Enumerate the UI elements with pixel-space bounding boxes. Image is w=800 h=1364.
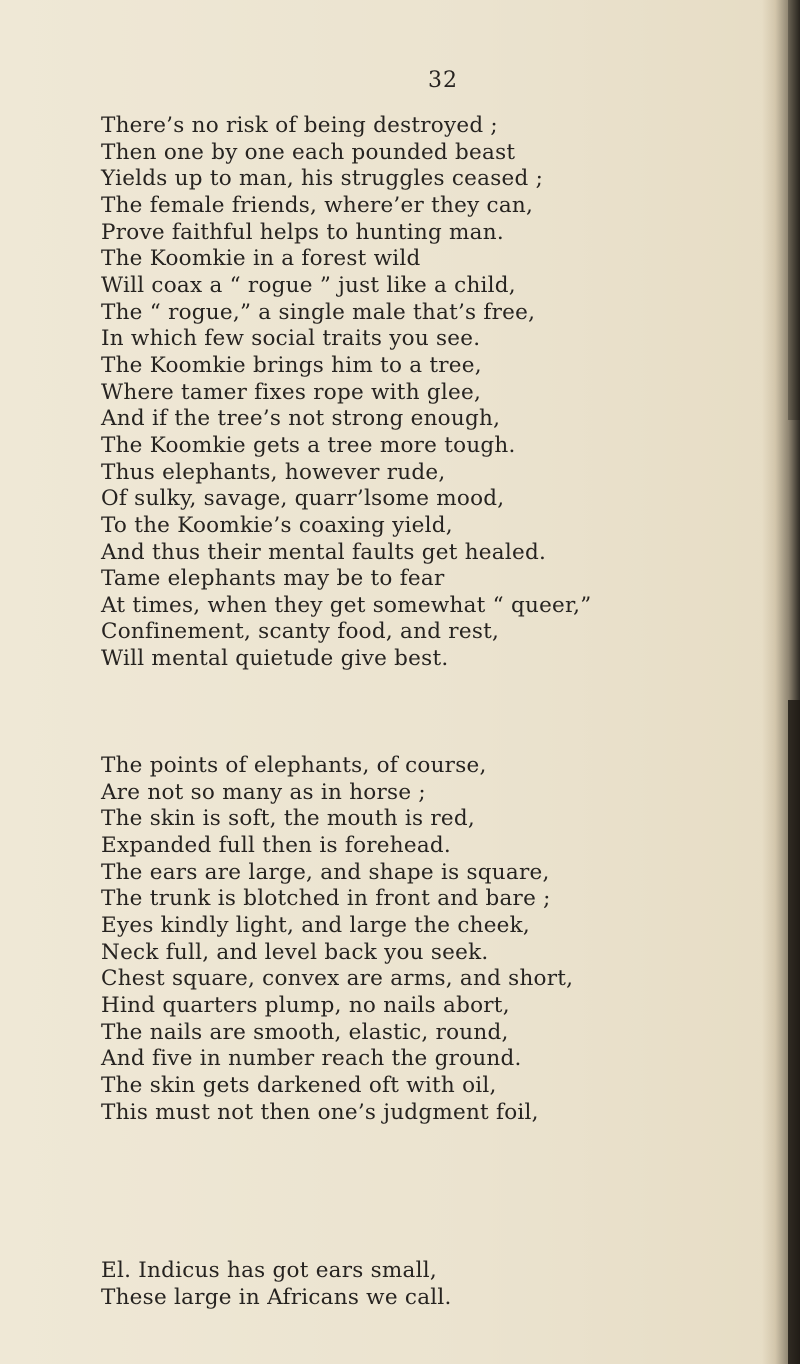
page-edge-dark-upper — [788, 0, 800, 420]
verse-line: The points of elephants, of course, — [101, 753, 487, 778]
verse-line: Hind quarters plump, no nails abort, — [101, 992, 510, 1018]
verse-line: Confinement, scanty food, and rest, — [101, 619, 500, 645]
verse-line: Where tamer fixes rope with glee, — [101, 379, 482, 405]
verse-line: The nails are smooth, elastic, round, — [101, 1019, 509, 1045]
verse-line: Neck full, and level back you seek. — [101, 939, 489, 965]
verse-line: El. Indicus has got ears small, — [101, 1258, 437, 1283]
verse-line: And thus their mental faults get healed. — [101, 539, 547, 565]
verse-line: Chest square, convex are arms, and short, — [101, 966, 574, 992]
verse-line: The Koomkie in a forest wild — [101, 246, 421, 272]
verse-line: Expanded full then is forehead. — [101, 832, 451, 858]
verse-line: Will mental quietude give best. — [101, 646, 449, 672]
verse-line: Will coax a “ rogue ” just like a child, — [101, 272, 516, 298]
verse-line: The female friends, where’er they can, — [101, 192, 534, 218]
verse-line: Prove faithful helps to hunting man. — [101, 219, 504, 245]
verse-line: The ears are large, and shape is square, — [101, 859, 550, 885]
verse-line: The skin gets darkened oft with oil, — [101, 1072, 497, 1098]
verse-line: Then one by one each pounded beast — [101, 139, 516, 165]
verse-line: These large in Africans we call. — [101, 1284, 452, 1310]
verse-line: To the Koomkie’s coaxing yield, — [101, 512, 453, 538]
stanza-1 — [101, 113, 592, 673]
page-number: 32 — [428, 68, 458, 93]
page-edge-dark-lower — [788, 700, 800, 1364]
verse-line: The “ rogue,” a single male that’s free, — [101, 299, 536, 325]
verse-line: There’s no risk of being destroyed ; — [101, 113, 498, 138]
verse-line: The skin is soft, the mouth is red, — [101, 806, 475, 832]
verse-line: Eyes kindly light, and large the cheek, — [101, 912, 531, 938]
stanza-2 — [101, 753, 573, 1126]
verse-line: Yields up to man, his struggles ceased ; — [101, 166, 544, 192]
verse-line: And five in number reach the ground. — [101, 1046, 522, 1072]
verse-line: Of sulky, savage, quarr’lsome mood, — [101, 486, 505, 512]
verse-line: The Koomkie brings him to a tree, — [101, 352, 482, 378]
verse-line: In which few social traits you see. — [101, 326, 481, 352]
verse-line: At times, when they get somewhat “ queer,” — [101, 592, 592, 618]
verse-line: The Koomkie gets a tree more tough. — [101, 432, 516, 458]
verse-line: Are not so many as in horse ; — [101, 779, 426, 805]
verse-line: Thus elephants, however rude, — [101, 459, 446, 485]
verse-line: And if the tree’s not strong enough, — [101, 406, 501, 432]
verse-line: This must not then one’s judgment foil, — [101, 1099, 539, 1125]
stanza-3 — [101, 1258, 452, 1311]
verse-line: The trunk is blotched in front and bare ; — [101, 886, 551, 912]
verse-line: Tame elephants may be to fear — [101, 566, 445, 592]
